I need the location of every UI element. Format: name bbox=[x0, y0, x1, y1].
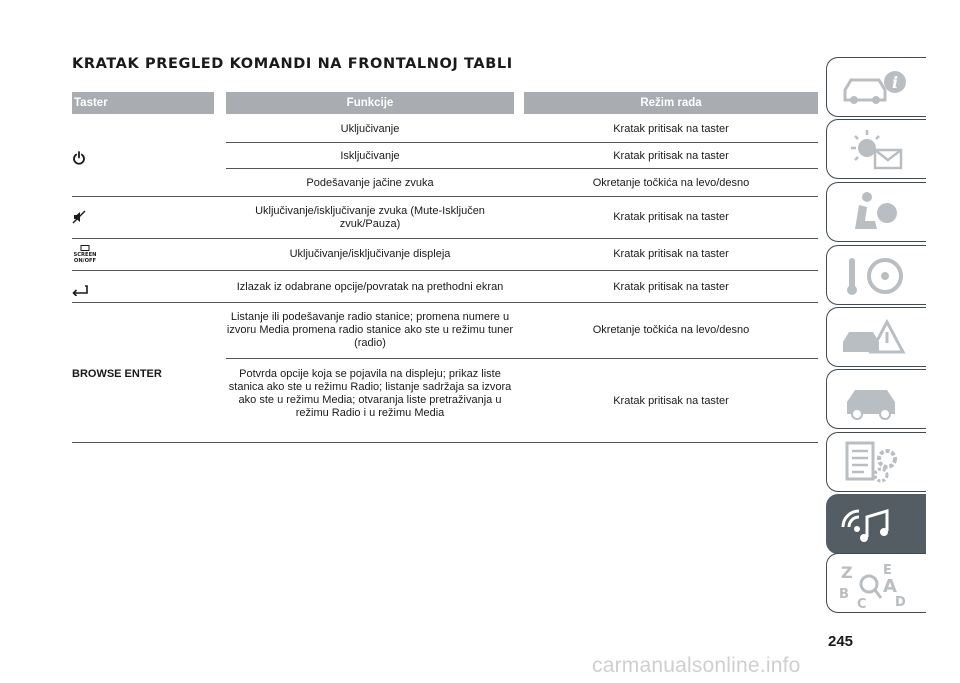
table-row-mode: Kratak pritisak na taster bbox=[613, 123, 729, 135]
screen-onoff-icon bbox=[72, 245, 98, 268]
multimedia-icon bbox=[837, 501, 917, 549]
table-row-function: Izlazak iz odabrane opcije/povratak na prethodni ekran bbox=[236, 281, 504, 293]
breakdown-icon bbox=[837, 314, 917, 362]
index-alphabet-icon bbox=[837, 560, 917, 608]
page-number: 245 bbox=[828, 633, 854, 650]
table-row-function: Isključivanje bbox=[340, 150, 400, 162]
table-row-function: Uključivanje/isključivanje zvuka (Mute-Isključen zvuk/Pauza) bbox=[255, 205, 485, 230]
specifications-icon bbox=[837, 439, 917, 487]
tab-car-info[interactable] bbox=[826, 57, 926, 117]
svg-text:B: B bbox=[839, 587, 849, 602]
tab-steering-key[interactable] bbox=[826, 245, 926, 305]
steering-key-icon bbox=[837, 252, 917, 300]
table-row-mode: Kratak pritisak na taster bbox=[613, 281, 729, 293]
row-divider bbox=[226, 142, 818, 143]
row-divider bbox=[72, 270, 818, 271]
table-row-mode: Kratak pritisak na taster bbox=[613, 395, 729, 407]
row-divider bbox=[226, 168, 818, 169]
header-funkcije: Funkcije bbox=[226, 92, 514, 114]
table-row-function: Listanje ili podešavanje radio stanice; promena numere u izvoru Media promena radio stanice ako ste u režimu tuner (radio) bbox=[226, 311, 514, 349]
browse-enter-label: BROWSE ENTER bbox=[72, 368, 162, 380]
table-row-function: Podešavanje jačine zvuka bbox=[306, 177, 434, 189]
row-divider bbox=[226, 358, 818, 359]
table-row-function: Potvrda opcije koja se pojavila na displeju; prikaz liste stanica ako ste u režimu Radio; listanje sadržaja sa izvora ako ste u režimu Media; otvaranja liste pretraživanja u režimu Radio i u režimu Media bbox=[228, 368, 512, 419]
page-title: KRATAK PREGLED KOMANDI NA FRONTALNOJ TABLI bbox=[72, 56, 513, 72]
table-row-mode: Kratak pritisak na taster bbox=[613, 211, 729, 223]
tab-multimedia[interactable] bbox=[826, 494, 926, 554]
table-row-mode: Kratak pritisak na taster bbox=[613, 150, 729, 162]
back-arrow-icon bbox=[72, 283, 88, 301]
tab-car-service[interactable] bbox=[826, 369, 926, 429]
svg-text:D: D bbox=[895, 595, 906, 608]
watermark: carmanualsonline.info bbox=[592, 654, 801, 677]
tab-specifications[interactable] bbox=[826, 432, 926, 492]
tab-seat-airbag[interactable] bbox=[826, 182, 926, 242]
mute-icon bbox=[72, 210, 86, 229]
tab-breakdown[interactable] bbox=[826, 307, 926, 367]
row-divider bbox=[72, 442, 818, 443]
table-row-mode: Okretanje točkića na levo/desno bbox=[592, 177, 750, 189]
header-rezim: Režim rada bbox=[524, 92, 818, 114]
car-info-icon bbox=[837, 64, 917, 112]
tab-index[interactable] bbox=[826, 553, 926, 613]
table-row-mode: Kratak pritisak na taster bbox=[613, 248, 729, 260]
table-row-mode: Okretanje točkića na levo/desno bbox=[592, 324, 750, 336]
row-divider bbox=[72, 238, 818, 239]
warning-lights-icon bbox=[837, 126, 917, 174]
power-icon bbox=[72, 151, 86, 170]
svg-text:C: C bbox=[857, 597, 867, 608]
row-divider bbox=[72, 196, 818, 197]
svg-text:A: A bbox=[883, 576, 897, 597]
tab-warning-lights[interactable] bbox=[826, 119, 926, 179]
svg-text:SCREEN: SCREEN bbox=[73, 252, 97, 258]
svg-text:ON/OFF: ON/OFF bbox=[73, 258, 97, 263]
svg-text:E: E bbox=[883, 563, 892, 578]
table-row-function: Uključivanje/isključivanje displeja bbox=[289, 248, 451, 260]
seat-airbag-icon bbox=[837, 189, 917, 237]
row-divider bbox=[72, 302, 818, 303]
svg-text:i: i bbox=[891, 73, 899, 92]
car-service-icon bbox=[837, 376, 917, 424]
svg-text:Z: Z bbox=[841, 563, 853, 582]
table-row-function: Uključivanje bbox=[340, 123, 400, 135]
header-taster: Taster bbox=[72, 92, 214, 114]
